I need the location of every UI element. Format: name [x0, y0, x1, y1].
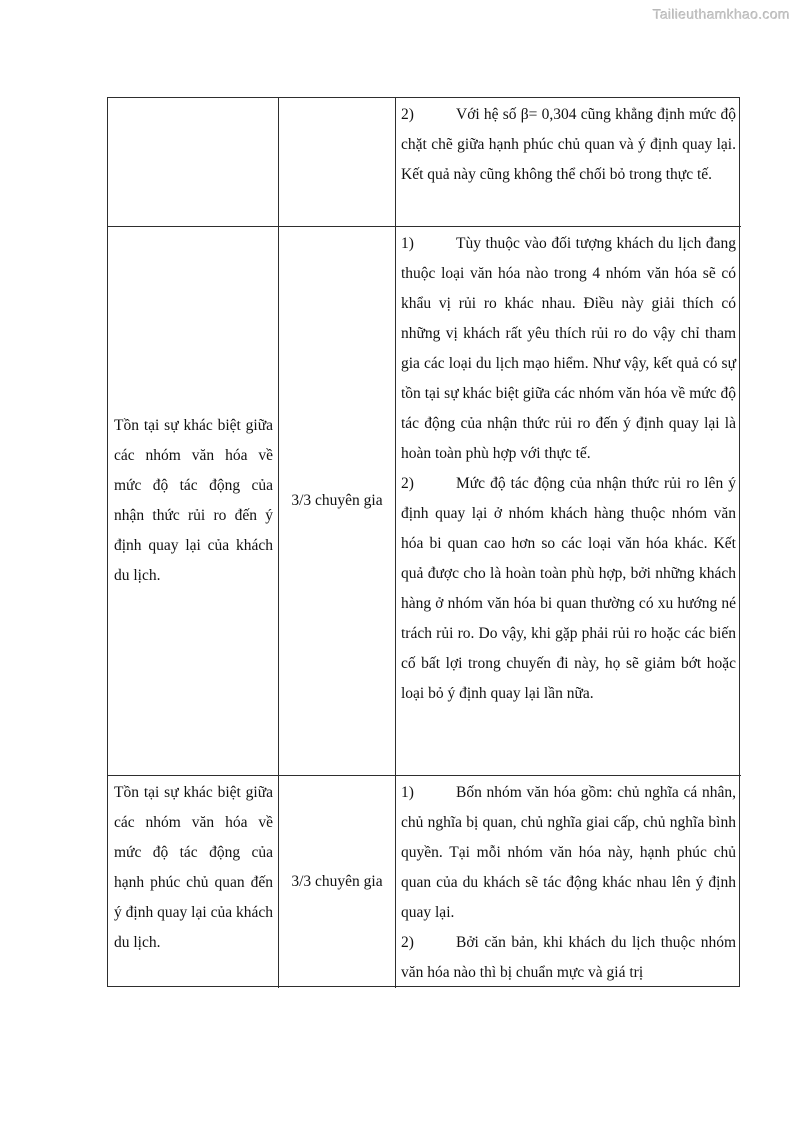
- table-row-2-hypothesis-cell: [108, 227, 279, 776]
- experts-count: 3/3 chuyên gia: [291, 492, 383, 509]
- table-row-3-experts-cell: [279, 776, 396, 988]
- table-row-2-comments-cell: [396, 227, 741, 776]
- point-text: Với hệ số β= 0,304 cũng khẳng định mức độ chặt chẽ giữa hạnh phúc chủ quan và ý định quay lại. Kết quả này cũng không thể chối bỏ trong thực tế.: [401, 106, 736, 183]
- point-number: 2): [401, 106, 414, 123]
- comment-point: [401, 469, 736, 709]
- point-text: Tùy thuộc vào đối tượng khách du lịch đang thuộc loại văn hóa nào trong 4 nhóm văn hóa sẽ có khẩu vị rủi ro khác nhau. Điều này giải thích có những vị khách rất yêu thích rủi ro do vậy chỉ tham gia các loại du lịch mạo hiểm. Như vậy, kết quả có sự tồn tại sự khác biệt giữa các nhóm văn hóa về mức độ tác động của nhận thức rủi ro đến ý định quay lại là hoàn toàn phù hợp với thực tế.: [401, 235, 736, 462]
- experts-count: 3/3 chuyên gia: [291, 873, 383, 890]
- comment-point: [401, 928, 736, 988]
- point-number: 1): [401, 784, 414, 801]
- hypothesis-text: Tồn tại sự khác biệt giữa các nhóm văn hóa về mức độ tác động của hạnh phúc chủ quan đến ý định quay lại của khách du lịch.: [114, 784, 273, 951]
- point-text: Mức độ tác động của nhận thức rủi ro lên ý định quay lại ở nhóm khách hàng thuộc nhóm văn hóa bi quan cao hơn so các loại văn hóa khác. Kết quả được cho là hoàn toàn phù hợp, bởi những khách hàng ở nhóm văn hóa bi quan thường có xu hướng né trách rủi ro. Do vậy, khi gặp phải rủi ro hoặc các biến cố bất lợi trong chuyến đi này, họ sẽ giảm bớt hoặc loại bỏ ý định quay lại lần nữa.: [401, 475, 736, 702]
- point-number: 2): [401, 934, 414, 951]
- table-row-1-comments-cell: [396, 98, 741, 227]
- table-row-1-hypothesis-cell: [108, 98, 279, 227]
- point-number: 1): [401, 235, 414, 252]
- table-row-3-comments-cell: [396, 776, 741, 988]
- point-text: Bốn nhóm văn hóa gồm: chủ nghĩa cá nhân, chủ nghĩa bị quan, chủ nghĩa giai cấp, chủ nghĩa bình quyền. Tại mỗi nhóm văn hóa này, hạnh phúc chủ quan của du khách sẽ tác động khác nhau lên ý định quay lại.: [401, 784, 736, 921]
- watermark-text: Tailieuthamkhao.com: [652, 6, 790, 22]
- comment-point: [401, 100, 736, 190]
- expert-validation-table: [107, 97, 740, 987]
- point-text: Bởi căn bản, khi khách du lịch thuộc nhóm văn hóa nào thì bị chuẩn mực và giá trị: [401, 934, 736, 981]
- comment-point: [401, 778, 736, 928]
- point-number: 2): [401, 475, 414, 492]
- table-row-2-experts-cell: [279, 227, 396, 776]
- comment-point: [401, 229, 736, 469]
- table-row-1-experts-cell: [279, 98, 396, 227]
- hypothesis-text: Tồn tại sự khác biệt giữa các nhóm văn hóa về mức độ tác động của nhận thức rủi ro đến ý định quay lại của khách du lịch.: [114, 417, 273, 584]
- table-row-3-hypothesis-cell: [108, 776, 279, 988]
